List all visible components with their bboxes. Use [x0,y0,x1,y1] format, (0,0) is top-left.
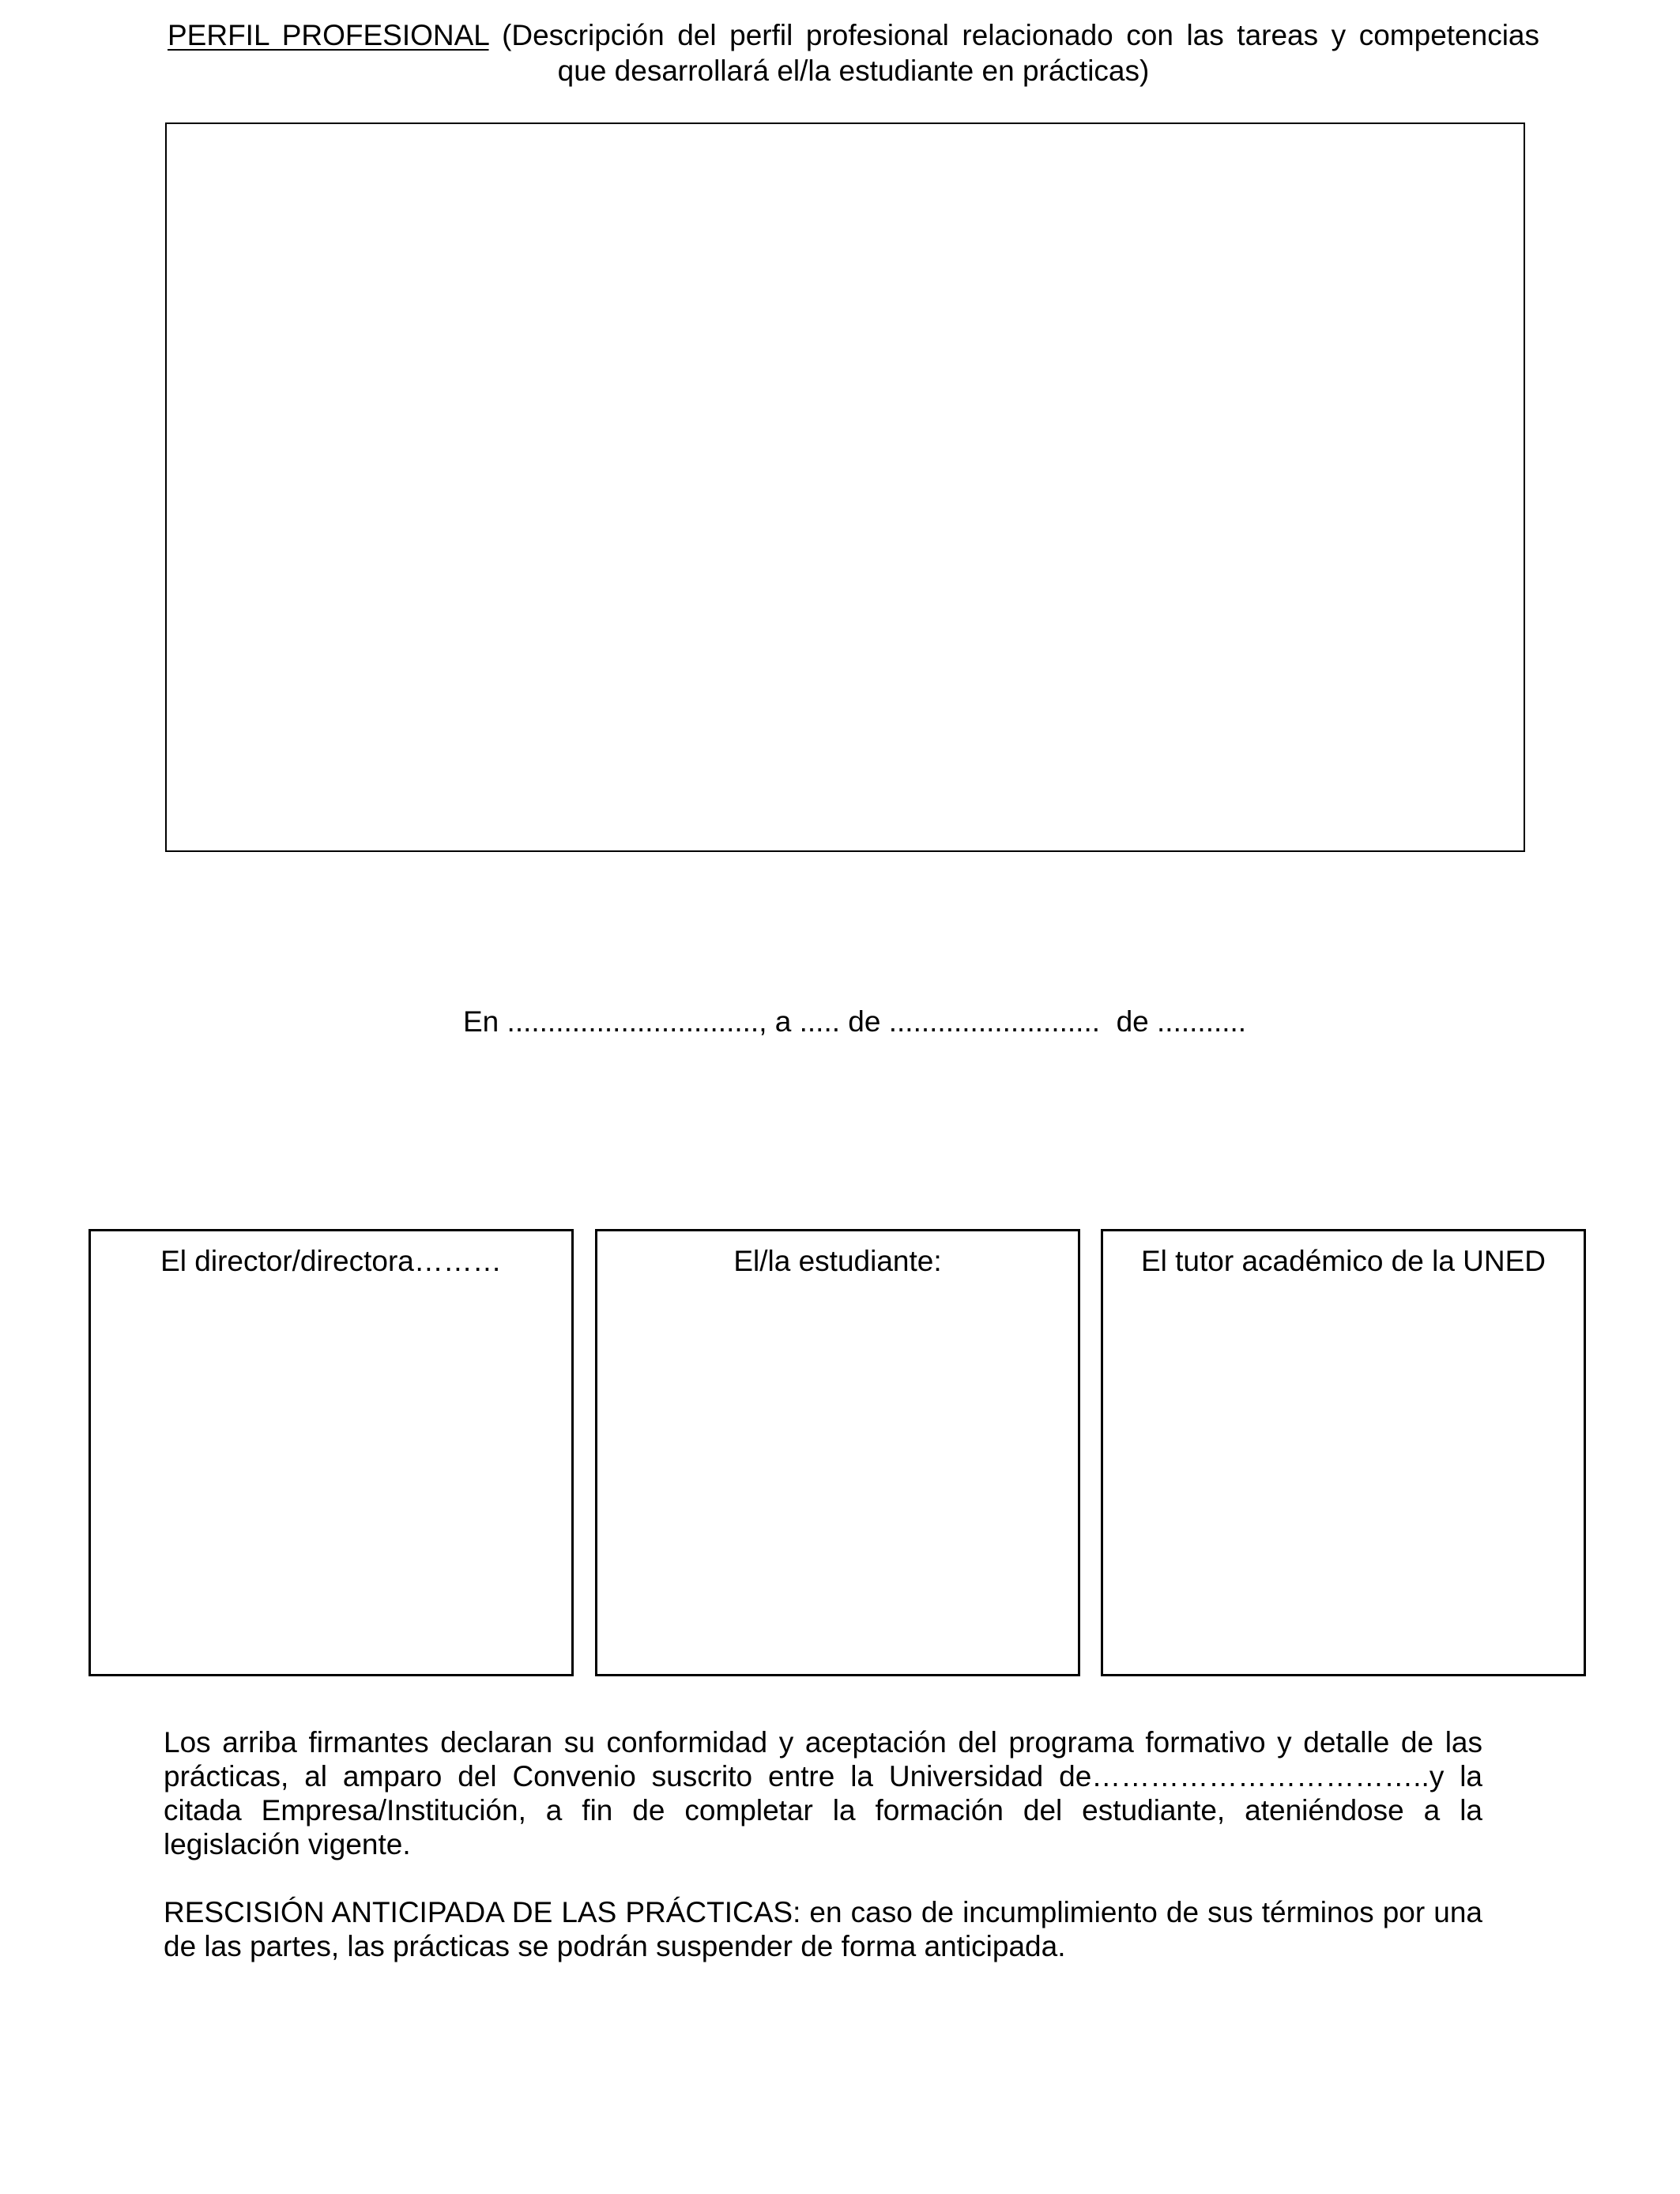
place-date-line: En ..............................., a ..... de .......................... de ........... [463,1005,1247,1038]
section-description: (Descripción del perfil profesional relacionado con las tareas y competencias que desarrollará el/la estudiante en prácticas) [502,19,1540,87]
section-title: PERFIL PROFESIONAL [168,19,489,51]
section-heading [168,17,1539,89]
professional-profile-box[interactable] [165,123,1525,852]
student-signature-box[interactable] [595,1229,1080,1676]
conformity-paragraph: Los arriba firmantes declaran su conformidad y aceptación del programa formativo y detalle de las prácticas, al amparo del Convenio suscrito entre la Universidad de……………………………..y la citada Empresa/Institución, a fin de completar la formación del estudiante, ateniéndose a la legislación vigente. [164,1726,1482,1860]
tutor-signature-box[interactable] [1101,1229,1586,1676]
tutor-signature-label: El tutor académico de la UNED [1140,1245,1546,1277]
director-signature-label: El director/directora……… [160,1245,502,1277]
student-signature-label: El/la estudiante: [733,1245,942,1277]
director-signature-box[interactable] [89,1229,574,1676]
rescission-paragraph: RESCISIÓN ANTICIPADA DE LAS PRÁCTICAS: en caso de incumplimiento de sus términos por una de las partes, las prácticas se podrán suspender de forma anticipada. [164,1896,1482,1962]
